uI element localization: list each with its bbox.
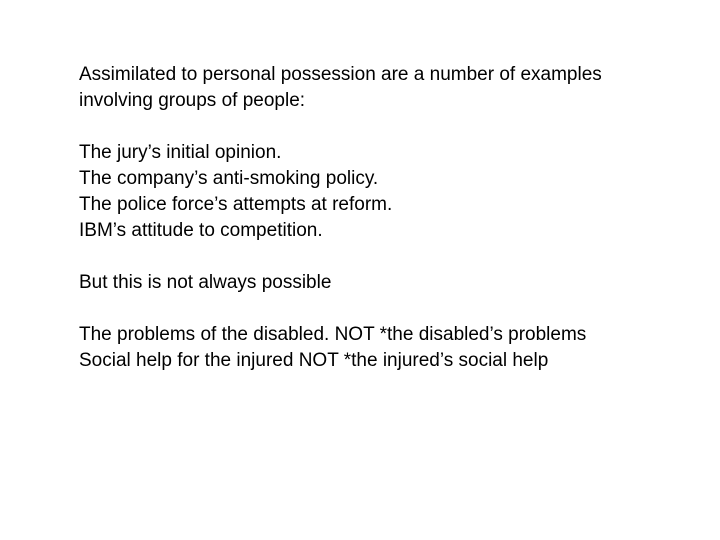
example-line: The company’s anti-smoking policy. <box>79 168 379 189</box>
counter-example-line: Social help for the injured NOT *the injured’s social help <box>79 350 549 371</box>
caveat-paragraph <box>79 270 699 296</box>
intro-paragraph <box>79 62 699 114</box>
counter-examples-list <box>79 322 699 374</box>
counter-example-line: The problems of the disabled. NOT *the disabled’s problems <box>79 324 587 345</box>
caveat-line: But this is not always possible <box>79 272 332 293</box>
example-line: The police force’s attempts at reform. <box>79 194 393 215</box>
intro-line: Assimilated to personal possession are a number of examples <box>79 64 602 85</box>
slide-body <box>79 62 699 374</box>
example-line: The jury’s initial opinion. <box>79 142 282 163</box>
intro-line: involving groups of people: <box>79 90 306 111</box>
example-line: IBM’s attitude to competition. <box>79 220 323 241</box>
spacer <box>79 244 699 270</box>
spacer <box>79 114 699 140</box>
spacer <box>79 296 699 322</box>
examples-list <box>79 140 699 244</box>
